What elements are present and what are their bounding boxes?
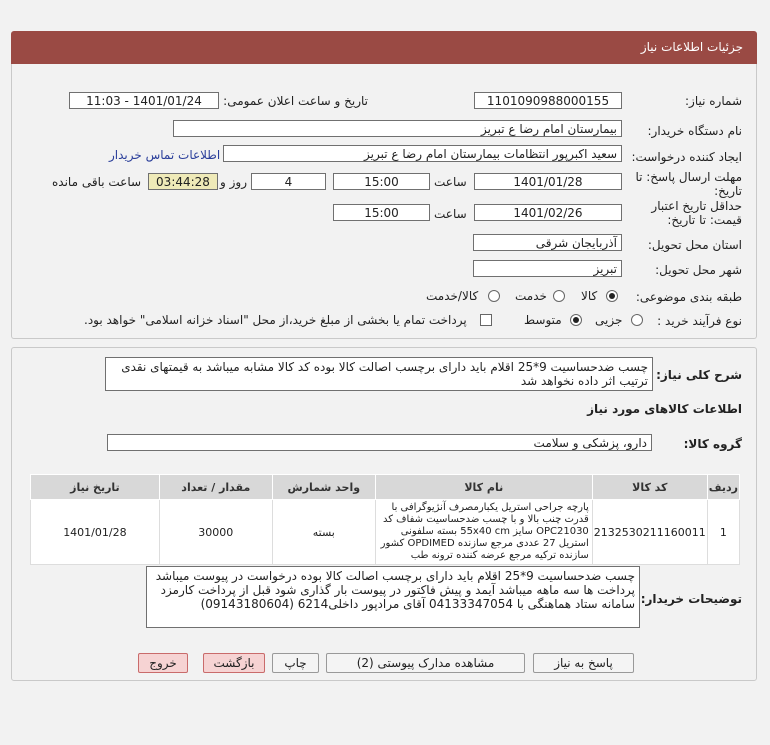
remaining-time-field: 03:44:28 (148, 173, 218, 190)
need-number-label: شماره نیاز: (685, 94, 742, 108)
validity-date-field: 1401/02/26 (474, 204, 622, 221)
category-goods-service-radio[interactable] (488, 290, 500, 302)
contact-buyer-link[interactable]: اطلاعات تماس خریدار (109, 148, 221, 162)
days-label: روز و (220, 175, 247, 189)
days-field: 4 (251, 173, 326, 190)
col-header-date: تاریخ نیاز (31, 475, 160, 500)
reply-deadline-label-1: مهلت ارسال پاسخ: تا (635, 170, 742, 184)
attachments-button[interactable]: مشاهده مدارک پیوستی (2) (326, 653, 525, 673)
cell-index: 1 (707, 500, 739, 565)
buyer-org-field: بیمارستان امام رضا ع تبریز (173, 120, 622, 137)
goods-group-field: دارو، پزشکی و سلامت (107, 434, 652, 451)
process-medium-radio[interactable] (570, 314, 582, 326)
category-goods-label: کالا (581, 289, 598, 303)
buyer-notes-box: چسب ضدحساسیت 9*25 اقلام باید دارای برچسب اصالت کالا بوده درخواست در پیوست میباشد پرداخت ها سه ماهه میباشد آیمد و پیش فاکتور در پیوست بار گذاری شود قبل از پرداخت کارمزد سامانه ستاد هماهنگی با 04133347054 آقای مرادپور داخلی6214 (09143180604) (146, 566, 640, 628)
goods-section-title: اطلاعات کالاهای مورد نیاز (587, 402, 742, 416)
col-header-name: نام کالا (375, 475, 592, 500)
summary-label: شرح کلی نیاز: (656, 368, 742, 382)
process-medium-label: متوسط (524, 313, 562, 327)
reply-button[interactable]: پاسخ به نیاز (533, 653, 634, 673)
category-goods-radio[interactable] (606, 290, 618, 302)
reply-deadline-label-2: تاریخ: (714, 184, 742, 198)
page-header (11, 31, 757, 64)
city-label: شهر محل تحویل: (655, 263, 742, 277)
cell-name: پارچه جراحی استریل یکبارمصرف آنژیوگرافی با قدرت چنب بالا و با چسب ضدحساسیت شفاف کد OPC21030 سایز 55x40 cm بسته سلفونی استریل 27 عددی مرجع سازنده OPDIMED کشور سازنده ترکیه مرجع عرضه کننده ترونه طب (375, 500, 592, 565)
cell-date: 1401/01/28 (31, 500, 160, 565)
validity-label-1: حداقل تاریخ اعتبار (651, 199, 742, 213)
province-label: استان محل تحویل: (647, 238, 742, 252)
table-header-row (31, 475, 740, 500)
need-number-field: 1101090988000155 (474, 92, 622, 109)
province-field: آذربایجان شرقی (473, 234, 622, 251)
reply-date-field: 1401/01/28 (474, 173, 622, 190)
col-header-qty: مقدار / تعداد (159, 475, 272, 500)
buyer-org-label: نام دستگاه خریدار: (647, 124, 742, 138)
exit-button[interactable]: خروج (138, 653, 188, 673)
process-label: نوع فرآیند خرید : (657, 314, 742, 328)
category-goods-service-label: کالا/خدمت (426, 289, 479, 303)
treasury-payment-checkbox[interactable] (480, 314, 492, 326)
creator-label: ایجاد کننده درخواست: (631, 150, 742, 164)
category-service-label: خدمت (515, 289, 547, 303)
print-button[interactable]: چاپ (272, 653, 319, 673)
col-header-unit: واحد شمارش (272, 475, 375, 500)
reply-time-label: ساعت (434, 175, 467, 189)
back-button[interactable]: بازگشت (203, 653, 265, 673)
process-minor-radio[interactable] (631, 314, 643, 326)
category-label: طبقه بندی موضوعی: (635, 290, 742, 304)
validity-label-2: قیمت: تا تاریخ: (667, 213, 742, 227)
cell-unit: بسته (272, 500, 375, 565)
announce-label: تاریخ و ساعت اعلان عمومی: (223, 94, 368, 108)
announce-field: 1401/01/24 - 11:03 (69, 92, 219, 109)
city-field: تبریز (473, 260, 622, 277)
validity-time-field: 15:00 (333, 204, 430, 221)
cell-code: 2132530211160011 (592, 500, 707, 565)
buyer-notes-label: توضیحات خریدار: (640, 592, 742, 606)
reply-time-field: 15:00 (333, 173, 430, 190)
goods-table (30, 474, 740, 565)
goods-group-label: گروه کالا: (683, 437, 742, 451)
col-header-code: کد کالا (592, 475, 707, 500)
table-row (31, 500, 740, 565)
treasury-payment-note: پرداخت تمام یا بخشی از مبلغ خرید،از محل "اسناد خزانه اسلامی" خواهد بود. (84, 313, 467, 327)
page-title: جزئیات اطلاعات نیاز (640, 40, 743, 54)
creator-field: سعید اکبرپور انتظامات بیمارستان امام رضا ع تبریز (223, 145, 622, 162)
summary-box: چسب ضدحساسیت 9*25 اقلام باید دارای برچسب اصالت کالا بوده کد کالا مشابه میباشد به قیمتهای نقدی ترتیب اثر داده نخواهد شد (105, 357, 653, 391)
cell-qty: 30000 (159, 500, 272, 565)
remaining-label: ساعت باقی مانده (52, 175, 142, 189)
col-header-index: ردیف (707, 475, 739, 500)
process-minor-label: جزیی (595, 313, 623, 327)
validity-time-label: ساعت (434, 207, 467, 221)
category-service-radio[interactable] (553, 290, 565, 302)
